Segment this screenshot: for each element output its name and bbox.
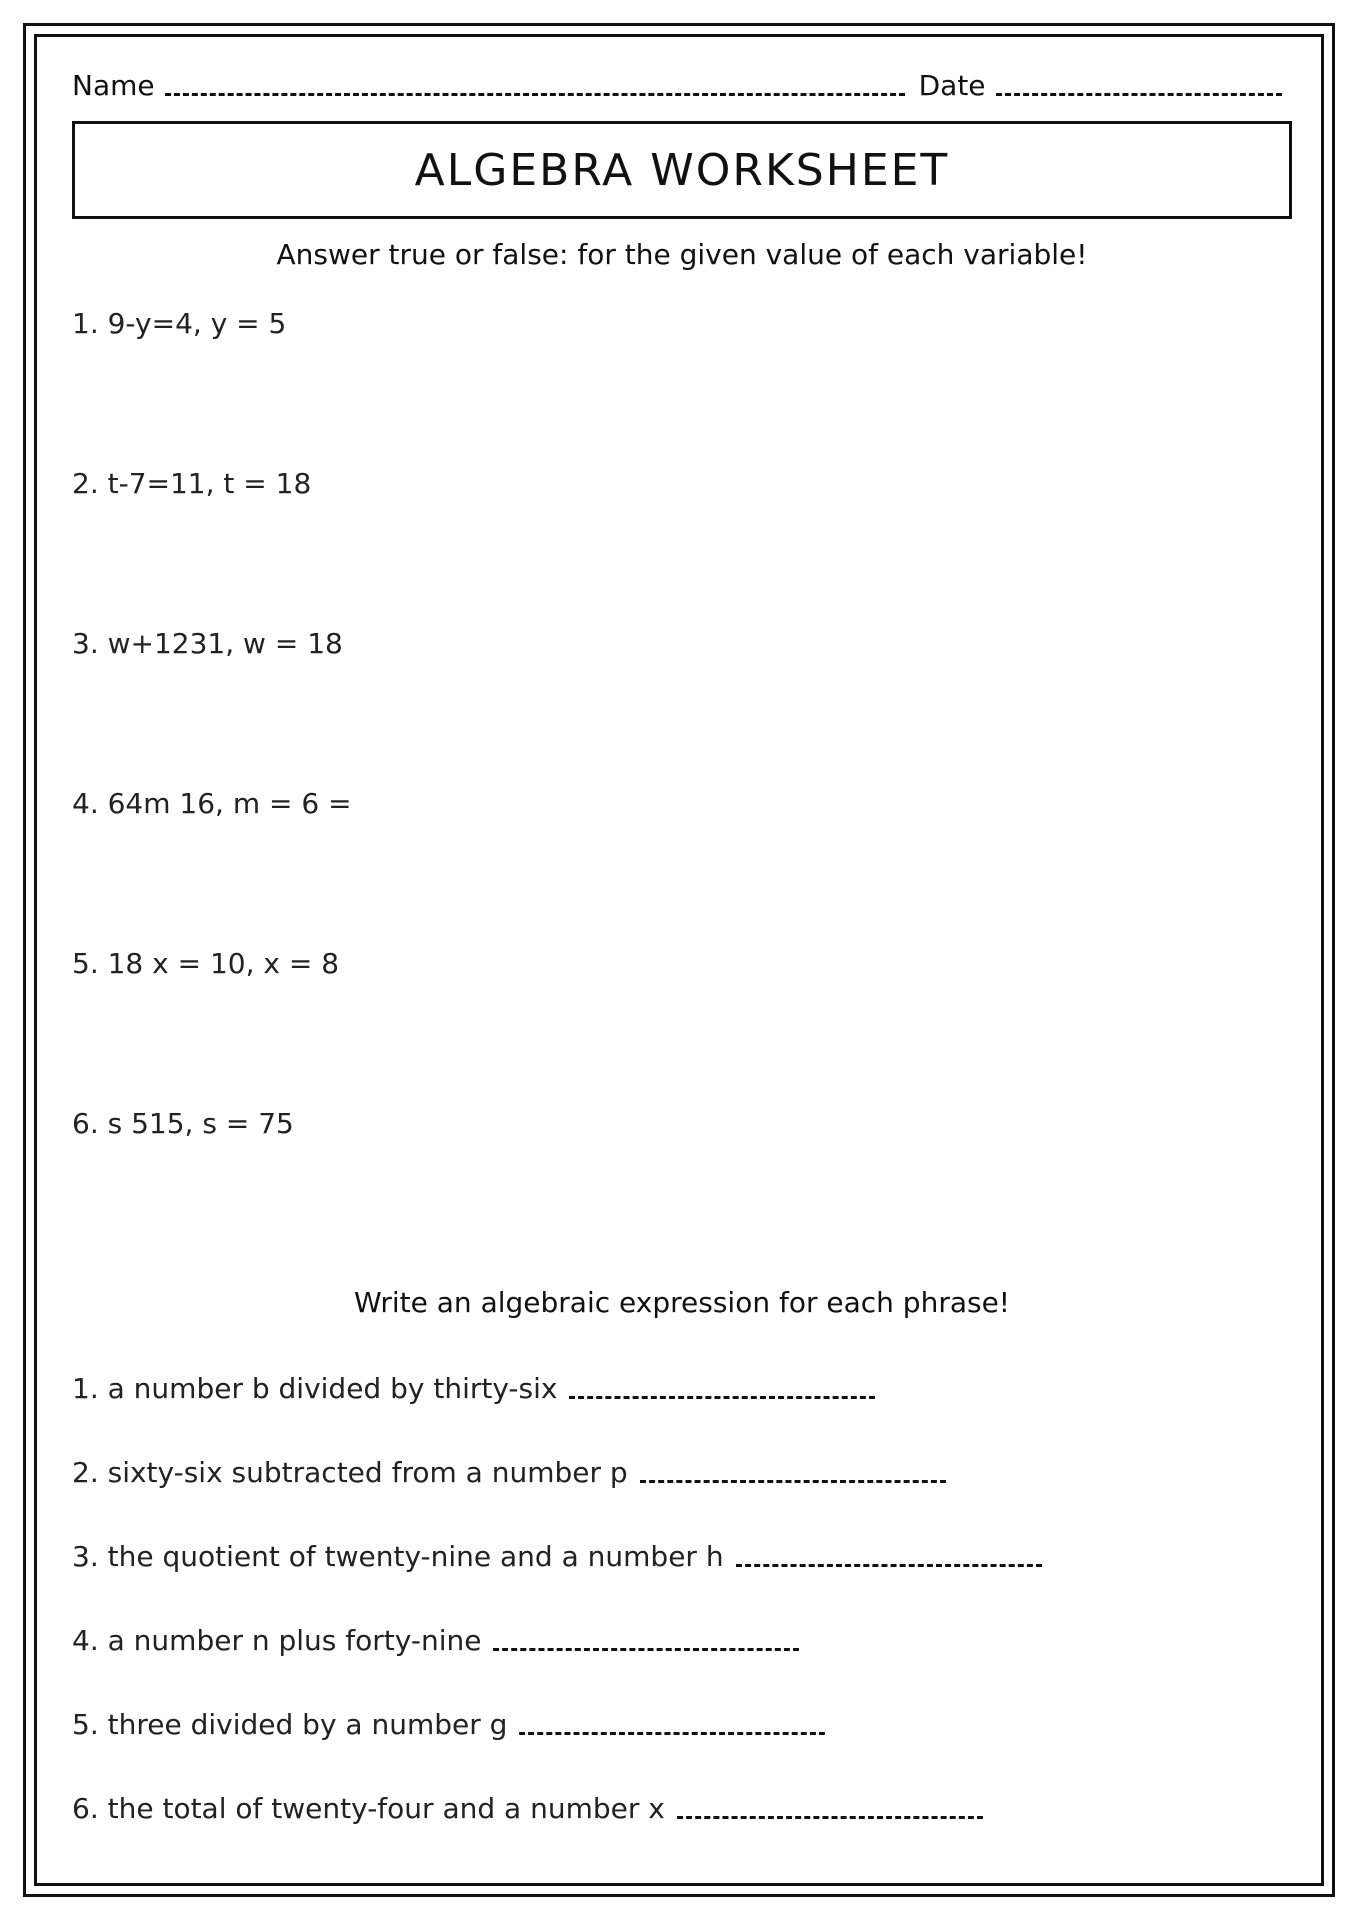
true-false-problem-4: 4. 64m 16, m = 6 = bbox=[72, 787, 352, 820]
expression-item-2 bbox=[72, 1453, 946, 1493]
expression-phrase-6: 6. the total of twenty-four and a number x bbox=[72, 1792, 665, 1825]
expression-answer-5[interactable] bbox=[519, 1732, 825, 1735]
true-false-instructions: Answer true or false: for the given value of each variable! bbox=[276, 238, 1088, 271]
name-date-header bbox=[72, 66, 1292, 106]
expression-phrase-4: 4. a number n plus forty-nine bbox=[72, 1624, 482, 1657]
date-label: Date bbox=[918, 69, 986, 102]
true-false-problem-3: 3. w+1231, w = 18 bbox=[72, 627, 343, 660]
true-false-problem-5: 5. 18 x = 10, x = 8 bbox=[72, 947, 340, 980]
true-false-problem-1: 1. 9-y=4, y = 5 bbox=[72, 307, 287, 340]
true-false-problem-6: 6. s 515, s = 75 bbox=[72, 1107, 294, 1140]
expression-item-6 bbox=[72, 1789, 983, 1829]
name-field[interactable] bbox=[165, 93, 905, 96]
expression-answer-1[interactable] bbox=[569, 1396, 875, 1399]
expression-phrase-2: 2. sixty-six subtracted from a number p bbox=[72, 1456, 628, 1489]
expression-answer-4[interactable] bbox=[493, 1648, 799, 1651]
expression-answer-2[interactable] bbox=[640, 1480, 946, 1483]
worksheet-title: ALGEBRA WORKSHEET bbox=[414, 144, 950, 196]
true-false-problem-2: 2. t-7=11, t = 18 bbox=[72, 467, 312, 500]
expression-item-3 bbox=[72, 1537, 1042, 1577]
worksheet-title-box bbox=[72, 121, 1292, 219]
expression-phrase-3: 3. the quotient of twenty-nine and a number h bbox=[72, 1540, 724, 1573]
expression-answer-6[interactable] bbox=[677, 1816, 983, 1819]
date-field[interactable] bbox=[996, 93, 1282, 96]
name-label: Name bbox=[72, 69, 155, 102]
expression-item-1 bbox=[72, 1369, 875, 1409]
expression-answer-3[interactable] bbox=[736, 1564, 1042, 1567]
expression-phrase-5: 5. three divided by a number g bbox=[72, 1708, 508, 1741]
expression-phrase-1: 1. a number b divided by thirty-six bbox=[72, 1372, 558, 1405]
expression-instructions: Write an algebraic expression for each phrase! bbox=[353, 1286, 1011, 1319]
expression-item-4 bbox=[72, 1621, 799, 1661]
expression-item-5 bbox=[72, 1705, 825, 1745]
